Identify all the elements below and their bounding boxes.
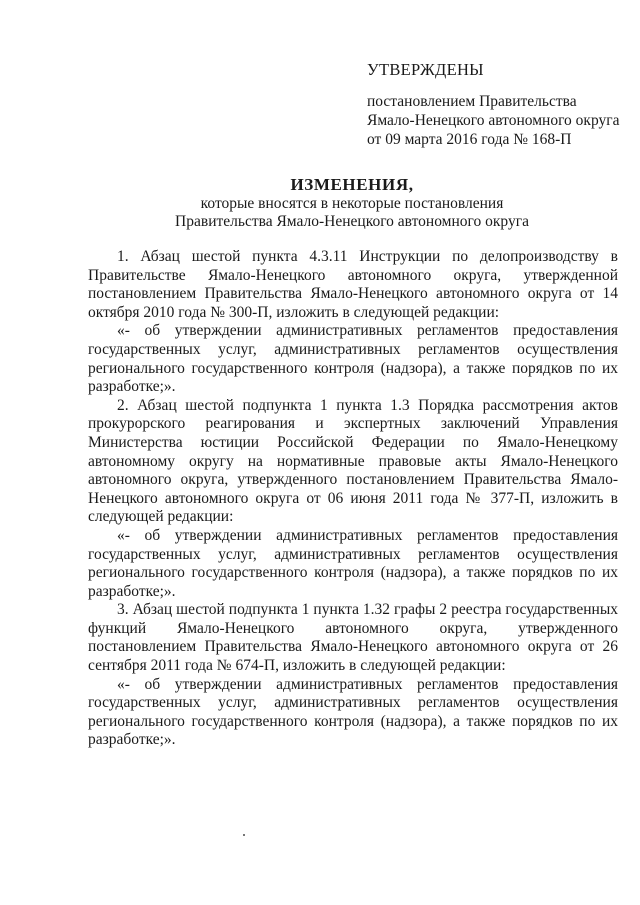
- approval-line-1: постановлением Правительства: [367, 93, 577, 110]
- scan-speck: [243, 834, 245, 836]
- approval-heading: УТВЕРЖДЕНЫ: [367, 60, 484, 79]
- approval-block: [367, 60, 627, 149]
- document-title-block: [88, 176, 616, 231]
- paragraph-3: 3. Абзац шестой подпункта 1 пункта 1.32 графы 2 реестра государственных функций Ямало-Ненецкого автономного округа, утвержденного постановлением Правительства Ямало-Ненецкого автономного округа от 26 сентября 2011 года № 674-П, изложить в следующей редакции:: [88, 601, 618, 675]
- paragraph-2-quote: «- об утверждении административных регламентов предоставления государственных услуг, административных регламентов осуществления регионального государственного контроля (надзора), а также порядков по их разработке;».: [88, 526, 618, 600]
- paragraph-1-quote: «- об утверждении административных регламентов предоставления государственных услуг, административных регламентов осуществления регионального государственного контроля (надзора), а также порядков по их разработке;».: [88, 322, 618, 396]
- document-body: [88, 248, 618, 750]
- paragraph-1: 1. Абзац шестой пункта 4.3.11 Инструкции по делопроизводству в Правительстве Ямало-Ненецкого автономного округа, утвержденной постановлением Правительства Ямало-Ненецкого автономного округа от 14 октября 2010 года № 300-П, изложить в следующей редакции:: [88, 248, 618, 321]
- document-subtitle-line-2: Правительства Ямало-Ненецкого автономного округа: [175, 213, 529, 230]
- paragraph-2: 2. Абзац шестой подпункта 1 пункта 1.3 Порядка рассмотрения актов прокурорского реагирования и экспертных заключений Управления Министерства юстиции Российской Федерации по Ямало-Ненецкому автономному округу на нормативные правовые акты Ямало-Ненецкого автономного округа, утвержденного постановлением Правительства Ямало-Ненецкого автономного округа от 06 июня 2011 года № 377-П, изложить в следующей редакции:: [88, 396, 618, 526]
- paragraph-3-quote: «- об утверждении административных регламентов предоставления государственных услуг, административных регламентов осуществления регионального государственного контроля (надзора), а также порядков по их разработке;».: [88, 675, 618, 749]
- document-title: ИЗМЕНЕНИЯ,: [290, 175, 414, 194]
- approval-line-3: от 09 марта 2016 года № 168-П: [367, 131, 572, 148]
- document-subtitle-line-1: которые вносятся в некоторые постановления: [200, 195, 504, 212]
- approval-line-2: Ямало-Ненецкого автономного округа: [367, 112, 620, 129]
